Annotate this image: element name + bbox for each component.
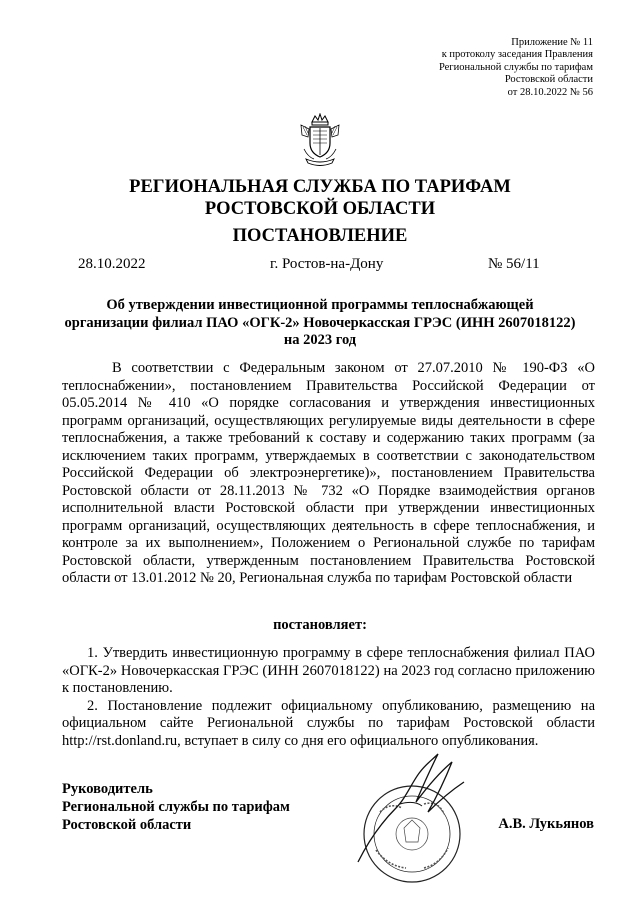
document-number: № 56/11: [488, 256, 540, 272]
title-line: организации филиал ПАО «ОГК-2» Новочеркасская ГРЭС (ИНН 2607018122): [64, 314, 576, 331]
annex-line: к протоколу заседания Правления: [441, 49, 593, 61]
signatory-name: А.В. Лукьянов: [498, 816, 594, 832]
annex-note: [353, 37, 593, 99]
annex-line: Приложение № 11: [511, 37, 593, 48]
position-line: Руководитель: [62, 781, 153, 797]
handwritten-signature-icon: [340, 742, 490, 892]
coat-of-arms-icon: [298, 113, 342, 167]
resolution-items: [62, 645, 595, 750]
resolves-heading: постановляет:: [273, 617, 367, 633]
document-title: [60, 297, 580, 350]
annex-line: Региональной службы по тарифам: [438, 61, 593, 73]
title-line: Об утверждении инвестиционной программы теплоснабжающей: [106, 297, 534, 313]
position-line: Региональной службы по тарифам: [62, 799, 290, 815]
document-date: 28.10.2022: [78, 256, 146, 272]
annex-line: от 28.10.2022 № 56: [507, 86, 593, 98]
org-line: РОСТОВСКОЙ ОБЛАСТИ: [204, 199, 436, 219]
document-type: ПОСТАНОВЛЕНИЕ: [232, 226, 408, 246]
position-line: Ростовской области: [62, 817, 192, 833]
signatory-position: [62, 780, 290, 834]
document-place: г. Ростов-на-Дону: [270, 256, 384, 272]
title-line: на 2023 год: [283, 332, 357, 348]
organization-name: [0, 176, 640, 220]
resolution-item: 2. Постановление подлежит официальному опубликованию, размещению на официальном сайте Региональной службы по тарифам Ростовской области http://rst.donland.ru, вступает в силу со дня его официального опубликования.: [62, 697, 595, 749]
org-line: РЕГИОНАЛЬНАЯ СЛУЖБА ПО ТАРИФАМ: [129, 177, 511, 197]
resolution-item: 1. Утвердить инвестиционную программу в сфере теплоснабжения филиал ПАО «ОГК-2» Новочеркасская ГРЭС (ИНН 2607018122) на 2023 год согласно приложению к постановлению.: [62, 645, 595, 696]
annex-line: Ростовской области: [504, 74, 593, 86]
preamble-paragraph: В соответствии с Федеральным законом от 27.07.2010 № 190-ФЗ «О теплоснабжении», постановлением Правительства Российской Федерации от 05.05.2014 № 410 «О порядке согласования и утверждения инвестиционных программ организаций, осуществляющих регулируемые виды деятельности в сфере теплоснабжения, а также требований к составу и содержанию таких программ (за исключением таких программ, утверждаемых в соответствии с законодательством Российской Федерации об электроэнергетике)», постановлением Правительства Ростовской области от 28.11.2013 № 732 «О Порядке взаимодействия органов исполнительной власти Ростовской области при утверждении инвестиционных программ организаций, осуществляющих деятельность в сфере теплоснабжения, и контроле за их выполнением», Положением о Региональной службе по тарифам Ростовской области, утвержденным постановлением Правительства Ростовской области от 13.01.2012 № 20, Региональная служба по тарифам Ростовской области: [62, 360, 595, 586]
